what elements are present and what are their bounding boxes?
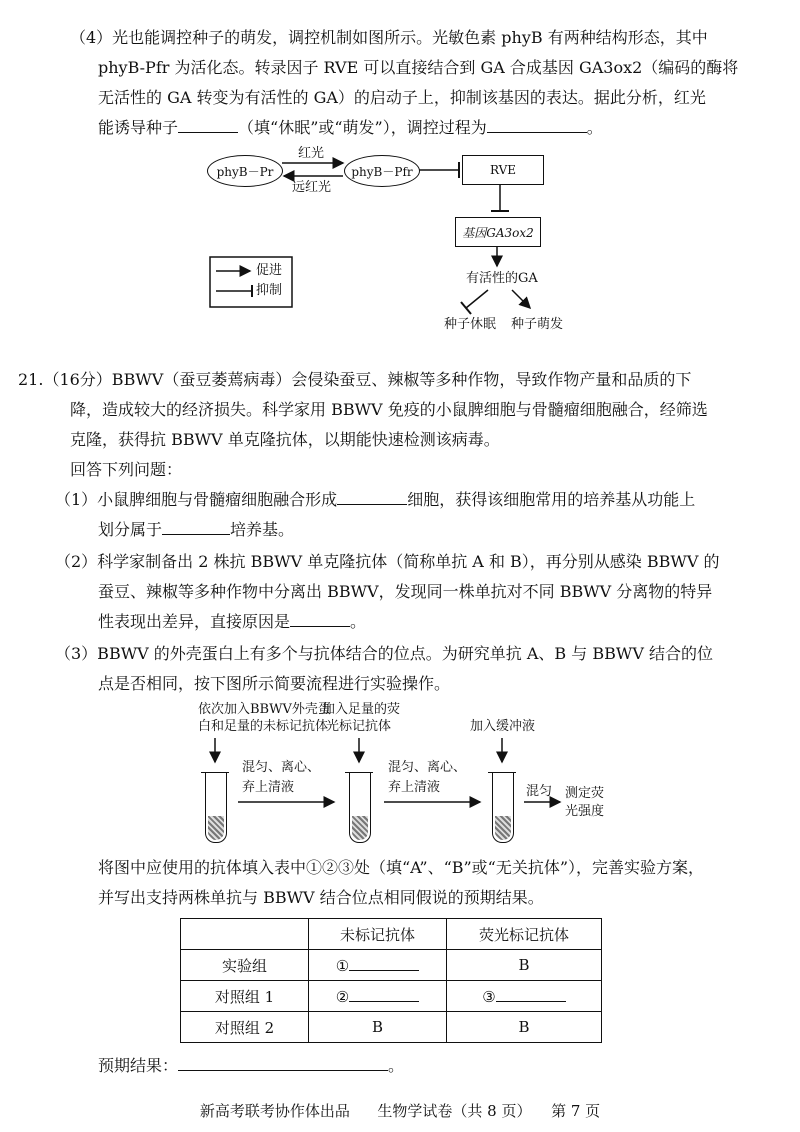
q21-part1-line2 [98,520,294,540]
footer-subject: 生物学试卷（共 8 页） [377,1102,532,1120]
answer-blank-medium-type[interactable] [162,520,230,535]
tube2-sediment [352,816,368,840]
expected-result-line [98,1056,404,1076]
table-row [181,950,602,981]
ga-promote-arrow [512,290,530,308]
cell-experimental-fluorescent: B [447,950,602,981]
answer-blank-2[interactable] [349,987,419,1002]
phyb-pr-node: phyB－Pr [207,155,283,187]
antibody-table [180,918,602,1043]
row-label-experimental: 实验组 [181,950,309,981]
flow3-label: 混匀 [526,784,553,799]
q21-part2-text-d: 。 [350,612,367,631]
row-label-control-1: 对照组 1 [181,981,309,1012]
q21-part1-text-d: 培养基。 [230,520,295,539]
cell-control2-unlabeled: B [309,1012,447,1043]
table-header-corner [181,919,309,950]
measure-label-line1: 测定荧 [565,786,605,801]
footer-page-number: 第 7 页 [551,1102,601,1120]
step3-label: 加入缓冲液 [470,719,536,734]
blank-marker-3: ③ [482,987,496,1006]
q21-part3-line1: （3）BBWV 的外壳蛋白上有多个与抗体结合的位点。为研究单抗 A、B 与 BBWV 结合的位 [55,644,713,663]
step2-label-line1: 加入足量的荧 [322,702,401,717]
table-row [181,1012,602,1043]
q21-part1-text-a: （1）小鼠脾细胞与骨髓瘤细胞融合形成 [55,490,338,509]
measure-label-line2: 光强度 [565,804,605,819]
q21-part1-line1 [55,490,695,510]
q21-part1-text-b: 细胞，获得该细胞常用的培养基从功能上 [407,490,696,509]
q4-line4-text-c: 。 [586,118,603,137]
q21-line3: 克隆，获得抗 BBWV 单克隆抗体，以期能快速检测该病毒。 [70,430,500,449]
instruction-line2: 并写出支持两株单抗与 BBWV 结合位点相同假说的预期结果。 [98,888,544,907]
q21-part1-text-c: 划分属于 [98,520,163,539]
q21-line1: 21.（16分）BBWV（蚕豆萎蔫病毒）会侵染蚕豆、辣椒等多种作物，导致作物产量和品质的下 [18,370,692,389]
answer-blank-1[interactable] [349,956,419,971]
cell-blank-1[interactable] [309,950,447,981]
table-row [181,981,602,1012]
table-header-unlabeled: 未标记抗体 [309,919,447,950]
answer-blank-direct-reason[interactable] [290,612,350,627]
step1-label-line2: 白和足量的未标记抗体 [198,719,329,734]
ga-inhibit-bar [461,302,471,314]
answer-blank-expected[interactable] [178,1056,388,1071]
legend-inhibit-label: 抑制 [256,283,283,298]
seed-dormancy-label: 种子休眠 [444,317,497,332]
answer-blank-3[interactable] [496,987,566,1002]
blank-marker-1: ① [335,956,350,975]
test-tube-3 [492,772,514,843]
cell-blank-3[interactable] [447,981,602,1012]
instruction-line1: 将图中应使用的抗体填入表中①②③处（填“A”、“B”或“无关抗体”），完善实验方案， [98,858,705,877]
ga-inhibit-line [466,290,488,308]
flow2-label-line1: 混匀、离心、 [388,760,467,775]
tube1-sediment [208,816,224,840]
test-tube-2 [349,772,371,843]
step2-label-line2: 光标记抗体 [326,719,392,734]
q21-part2-line2: 蚕豆、辣椒等多种作物中分离出 BBWV，发现同一株单抗对不同 BBWV 分离物的特异 [98,582,713,601]
expected-result-label: 预期结果： [98,1056,179,1075]
rve-node: RVE [462,155,544,185]
q21-part2-line1: （2）科学家制备出 2 株抗 BBWV 单克隆抗体（简称单抗 A 和 B），再分别从感染 BBWV 的 [55,552,720,571]
step1-label-line1: 依次加入BBWV外壳蛋 [198,702,331,717]
q21-part3-line2: 点是否相同，按下图所示简要流程进行实验操作。 [98,674,451,693]
far-red-light-label: 远红光 [292,180,332,195]
blank-marker-2: ② [335,987,350,1006]
q21-answer-prompt: 回答下列问题： [70,460,183,479]
q4-line1: （4）光也能调控种子的萌发，调控机制如图所示。光敏色素 phyB 有两种结构形态，其中 [70,28,708,47]
flow1-label-line2: 弃上清液 [242,780,295,795]
active-ga-label: 有活性的GA [466,271,538,286]
test-tube-1 [205,772,227,843]
answer-blank-cell-type[interactable] [337,490,407,505]
q4-line4-text-a: 能诱导种子 [98,118,179,137]
red-light-label: 红光 [298,146,325,161]
table-header-fluorescent: 荧光标记抗体 [447,919,602,950]
page-footer [0,1100,800,1121]
q21-part2-text-c: 性表现出差异，直接原因是 [98,612,291,631]
flow2-label-line2: 弃上清液 [388,780,441,795]
gene-ga3ox2-node: 基因GA3ox2 [455,217,541,247]
q4-line3: 无活性的 GA 转变为有活性的 GA）的启动子上，抑制该基因的表达。据此分析，红光 [98,88,706,107]
seed-germination-label: 种子萌发 [511,317,564,332]
q21-line2: 降，造成较大的经济损失。科学家用 BBWV 免疫的小鼠脾细胞与骨髓瘤细胞融合，经筛选 [70,400,708,419]
flow1-label-line1: 混匀、离心、 [242,760,321,775]
q4-line2: phyB-Pfr 为活化态。转录因子 RVE 可以直接结合到 GA 合成基因 GA3ox2（编码的酶将 [98,58,739,77]
q4-line4-text-b: （填“休眠”或“萌发”），调控过程为 [238,118,487,137]
expected-result-end: 。 [388,1056,405,1075]
legend-promote-label: 促进 [256,263,283,278]
tube3-sediment [495,816,511,840]
footer-publisher: 新高考联考协作体出品 [199,1102,350,1120]
phyb-pfr-node: phyB－Pfr [344,155,420,187]
row-label-control-2: 对照组 2 [181,1012,309,1043]
cell-blank-2[interactable] [309,981,447,1012]
table-header-row [181,919,602,950]
cell-control2-fluorescent: B [447,1012,602,1043]
q21-part2-line3 [98,612,366,632]
